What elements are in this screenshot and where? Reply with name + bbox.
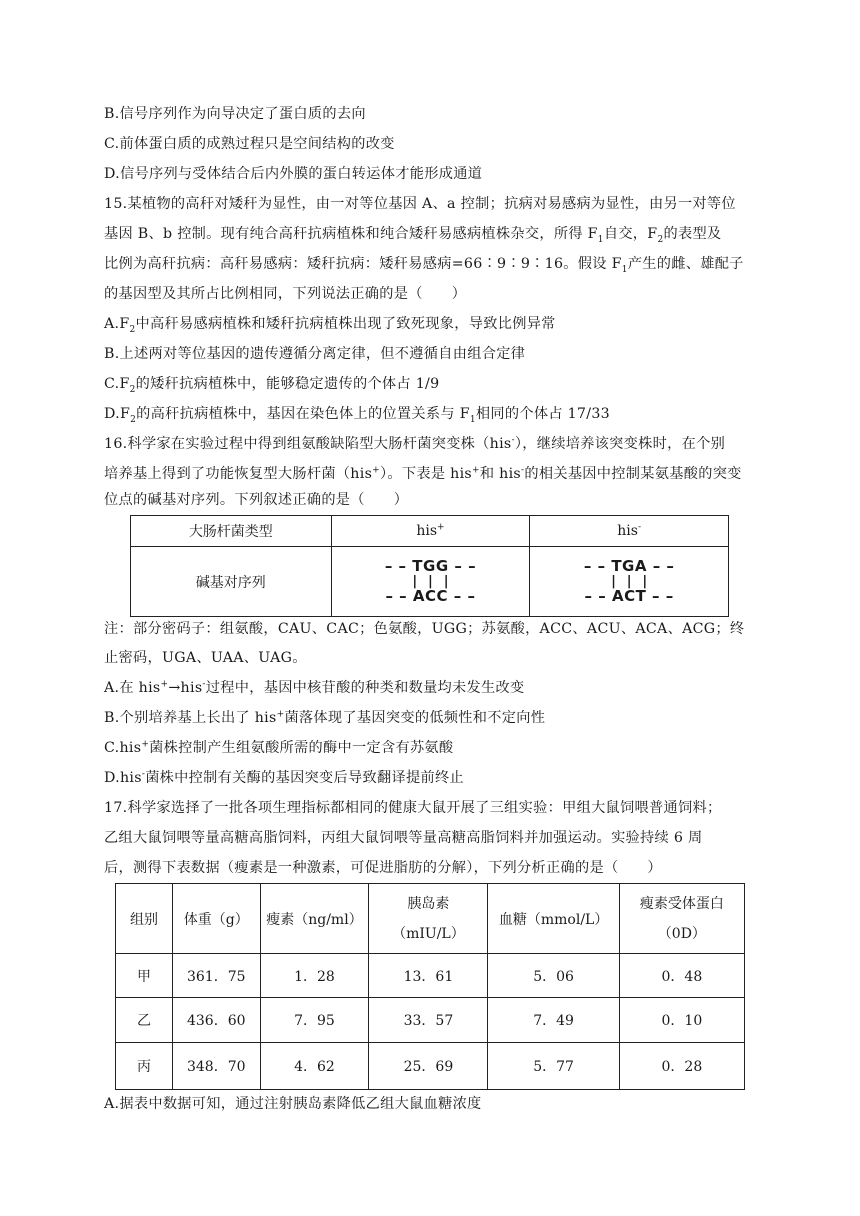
table-cell: 7．49 — [488, 998, 619, 1043]
q16-stem-line3: 位点的碱基对序列。下列叙述正确的是（ ） — [104, 492, 409, 508]
q17-header-group: 组别 — [116, 884, 173, 954]
table-row — [116, 954, 745, 998]
q15-stem-line3: 比例为高秆抗病：高秆易感病：矮秆抗病：矮秆易感病=66∶9∶9∶16。假设 $F_1$产生的雌、雄配子 — [104, 256, 744, 275]
q16-note-line2: 止密码，UGA、UAA、UAG。 — [104, 650, 307, 666]
q16-option-d: D.his-菌株中控制有关酶的基因突变后导致翻译提前终止 — [104, 769, 464, 786]
q16-row-label: 碱基对序列 — [131, 547, 332, 617]
q15-option-b: B.上述两对等位基因的遗传遵循分离定律，但不遵循自由组合定律 — [104, 346, 526, 362]
table-cell: 0．28 — [619, 1043, 744, 1090]
q15-stem-line2: 基因 B、b 控制。现有纯合高秆抗病植株和纯合矮秆易感病植株杂交，所得 $F_1$自交，$F_2$的表型及 — [104, 226, 722, 245]
table-cell: 甲 — [116, 954, 173, 998]
table-cell: 25．69 — [369, 1043, 488, 1090]
q16-stem-line1: 16.科学家在实验过程中得到组氨酸缺陷型大肠杆菌突变株（his-），继续培养该突变株时，在个别 — [104, 435, 726, 452]
table-cell: 436．60 — [172, 998, 260, 1043]
q15-stem-line1: 15.某植物的高秆对矮秆为显性，由一对等位基因 A、a 控制；抗病对易感病为显性，由另一对等位 — [104, 196, 736, 212]
q15-option-c: $C.F_2$的矮秆抗病植株中，能够稳定遗传的个体占 1/9 — [104, 376, 440, 395]
q16-his-minus-sequence: – – TGA – – | | | – – ACT – – — [530, 547, 729, 617]
q16-header-his-plus: his+ — [331, 516, 530, 547]
table-cell: 5．06 — [488, 954, 619, 998]
q17-header-glucose: 血糖（mmol/L） — [488, 884, 619, 954]
q17-header-leptin: 瘦素（ng/ml） — [260, 884, 369, 954]
q17-option-a: A.据表中数据可知，通过注射胰岛素降低乙组大鼠血糖浓度 — [104, 1096, 482, 1112]
q17-stem-line3: 后，测得下表数据（瘦素是一种激素，可促进脂肪的分解），下列分析正确的是（ ） — [104, 860, 662, 876]
q17-header-receptor: 瘦素受体蛋白 （0D） — [619, 884, 744, 954]
table-cell: 1．28 — [260, 954, 369, 998]
table-cell: 348．70 — [172, 1043, 260, 1090]
q16-option-c: C.his+菌株控制产生组氨酸所需的酶中一定含有苏氨酸 — [104, 739, 454, 756]
table-row — [116, 998, 745, 1043]
q16-sequence-table — [130, 515, 729, 617]
q16-header-his-minus: his- — [530, 516, 729, 547]
table-row — [116, 1043, 745, 1090]
q15-option-a: $A.F_2$中高秆易感病植株和矮秆抗病植株出现了致死现象，导致比例异常 — [104, 316, 556, 335]
q16-note-line1: 注：部分密码子：组氨酸，CAU、CAC；色氨酸，UGG；苏氨酸，ACC、ACU、ACA、ACG；终 — [104, 621, 745, 637]
q15-option-d: $D.F_2$的高秆抗病植株中，基因在染色体上的位置关系与 $F_1$相同的个体占 17/33 — [104, 406, 610, 425]
q17-header-weight: 体重（g） — [172, 884, 260, 954]
q16-option-a: A.在 his+→his-过程中，基因中核苷酸的种类和数量均未发生改变 — [104, 679, 525, 696]
table-cell: 0．48 — [619, 954, 744, 998]
q14-option-c: C.前体蛋白质的成熟过程只是空间结构的改变 — [104, 136, 395, 152]
q16-his-plus-sequence: – – TGG – – | | | – – ACC – – — [331, 547, 530, 617]
q16-option-b: B.个别培养基上长出了 his+菌落体现了基因突变的低频性和不定向性 — [104, 709, 546, 726]
table-cell: 4．62 — [260, 1043, 369, 1090]
table-cell: 33．57 — [369, 998, 488, 1043]
table-cell: 7．95 — [260, 998, 369, 1043]
table-cell: 13．61 — [369, 954, 488, 998]
q17-stem-line2: 乙组大鼠饲喂等量高糖高脂饲料，丙组大鼠饲喂等量高糖高脂饲料并加强运动。实验持续 6 周 — [104, 830, 703, 846]
table-cell: 0．10 — [619, 998, 744, 1043]
table-cell: 丙 — [116, 1043, 173, 1090]
q15-stem-line4: 的基因型及其所占比例相同，下列说法正确的是（ ） — [104, 286, 467, 302]
q16-header-type: 大肠杆菌类型 — [131, 516, 332, 547]
q14-option-d: D.信号序列与受体结合后内外膜的蛋白转运体才能形成通道 — [104, 166, 483, 182]
q17-header-insulin: 胰岛素 （mIU/L） — [369, 884, 488, 954]
q16-stem-line2: 培养基上得到了功能恢复型大肠杆菌（his+）。下表是 his+和 his-的相关基因中控制某氨基酸的突变 — [104, 465, 742, 482]
q14-option-b: B.信号序列作为向导决定了蛋白质的去向 — [104, 106, 366, 122]
q17-data-table — [115, 883, 745, 1090]
q17-stem-line1: 17.科学家选择了一批各项生理指标都相同的健康大鼠开展了三组实验：甲组大鼠饲喂普通饲料； — [104, 800, 722, 816]
table-cell: 5．77 — [488, 1043, 619, 1090]
table-cell: 乙 — [116, 998, 173, 1043]
table-cell: 361．75 — [172, 954, 260, 998]
